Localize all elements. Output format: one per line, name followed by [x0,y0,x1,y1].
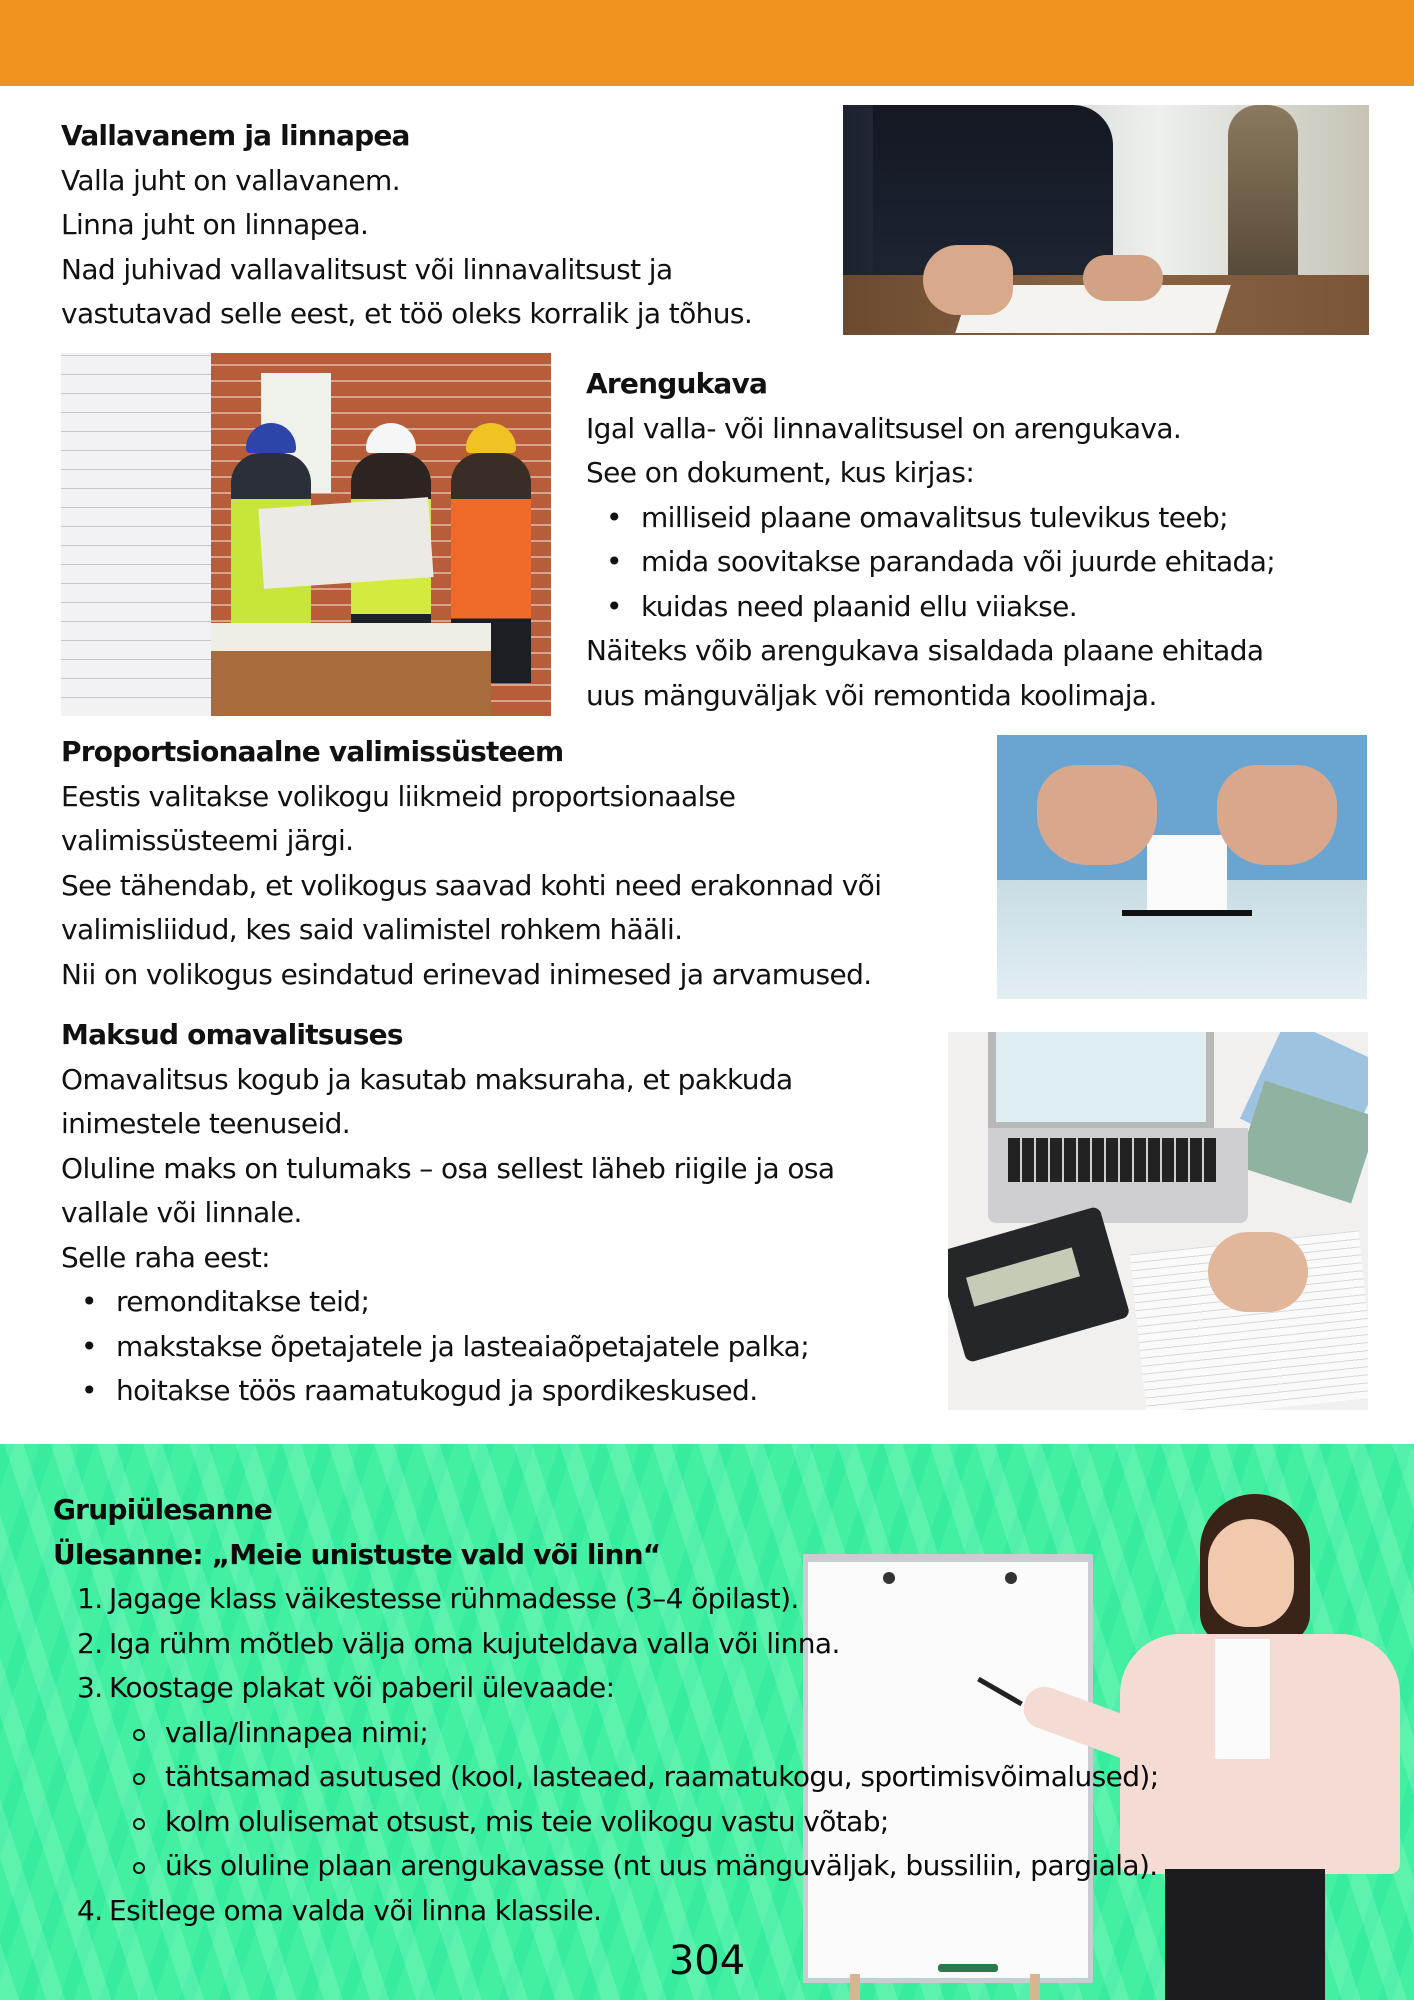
list-item: • makstakse õpetajatele ja lasteaiaõpetajatele palka; [116,1325,834,1370]
text-line: Omavalitsus kogub ja kasutab maksuraha, et pakkuda [61,1062,793,1096]
step-text: Jagage klass väikestesse rühmadesse (3–4 õpilast). [109,1582,799,1615]
list-item: • kuidas need plaanid ellu viiakse. [641,585,1275,630]
section-vallavanem [61,114,752,337]
text-line: uus mänguväljak või remontida koolimaja. [586,678,1157,712]
photo-taxes-calculator [948,1032,1368,1410]
section-valimissusteem [61,730,881,997]
bullet-list [586,496,1275,630]
sub-list-item: kolm olulisemat otsust, mis teie volikogu vastu võtab; [165,1800,1159,1845]
list-item: • mida soovitakse parandada või juurde ehitada; [641,540,1275,585]
section-title: Vallavanem ja linnapea [61,119,410,152]
sub-list-item: valla/linnapea nimi; [165,1711,1159,1756]
list-item: • milliseid plaane omavalitsus tulevikus teeb; [641,496,1275,541]
step-number: 2. [77,1626,103,1660]
header-band [0,0,1414,86]
section-title: Arengukava [586,367,768,400]
step-text: Iga rühm mõtleb välja oma kujuteldava valla või linna. [109,1626,840,1660]
step-number: 1. [77,1582,103,1615]
step-number: 3. [77,1671,103,1704]
task-step [53,1622,1159,1667]
section-arengukava [586,362,1275,718]
photo-ballot-box [997,735,1367,999]
text-line: Linna juht on linnapea. [61,208,369,241]
text-line: Nii on volikogus esindatud erinevad inimesed ja arvamused. [61,957,872,991]
section-title: Maksud omavalitsuses [61,1018,403,1051]
text-line: valimisliidud, kes said valimistel rohkem hääli. [61,913,683,946]
photo-lawyer-signing [843,105,1369,335]
text-line: inimestele teenuseid. [61,1107,351,1140]
task-step [53,1577,1159,1622]
text-line: vallale või linnale. [61,1196,302,1229]
text-line: Eestis valitakse volikogu liikmeid proportsionaalse [61,779,736,813]
text-line: Nad juhivad vallavalitsust või linnavalitsust ja [61,252,673,286]
bullet-list [61,1280,834,1414]
section-title: Proportsionaalne valimissüsteem [61,735,564,768]
task-title: Grupiülesanne [53,1493,272,1526]
group-task-section [0,1444,1414,2000]
text-line: Oluline maks on tulumaks – osa sellest läheb riigile ja osa [61,1151,835,1185]
text-line: Igal valla- või linnavalitsusel on arengukava. [586,411,1182,445]
section-maksud [61,1013,834,1414]
text-line: See tähendab, et volikogus saavad kohti need erakonnad või [61,868,882,902]
group-task-text [53,1488,1159,1933]
page-number: 304 [668,1938,746,1984]
text-line: vastutavad selle eest, et töö oleks korralik ja tõhus. [61,297,753,330]
step-text: Esitlege oma valda või linna klassile. [109,1893,602,1927]
task-step [53,1666,1159,1889]
step-number: 4. [77,1893,103,1927]
sub-list-item: tähtsamad asutused (kool, lasteaed, raamatukogu, sportimisvõimalused); [165,1755,1159,1800]
list-item: • remonditakse teid; [116,1280,834,1325]
text-line: valimissüsteemi järgi. [61,824,354,857]
task-step [53,1889,1159,1934]
task-subtitle: Ülesanne: „Meie unistuste vald või linn“ [53,1537,661,1571]
list-item: • hoitakse töös raamatukogud ja spordikeskused. [116,1369,834,1414]
text-line: Näiteks võib arengukava sisaldada plaane ehitada [586,634,1264,667]
photo-construction-workers [61,353,551,716]
text-line: Valla juht on vallavanem. [61,163,401,197]
text-line: See on dokument, kus kirjas: [586,456,975,489]
sub-list-item: üks oluline plaan arengukavasse (nt uus mänguväljak, bussiliin, pargiala). [165,1844,1159,1889]
task-steps [53,1577,1159,1933]
step-text: Koostage plakat või paberil ülevaade: [109,1671,615,1704]
sub-list [109,1711,1159,1889]
text-line: Selle raha eest: [61,1240,271,1274]
